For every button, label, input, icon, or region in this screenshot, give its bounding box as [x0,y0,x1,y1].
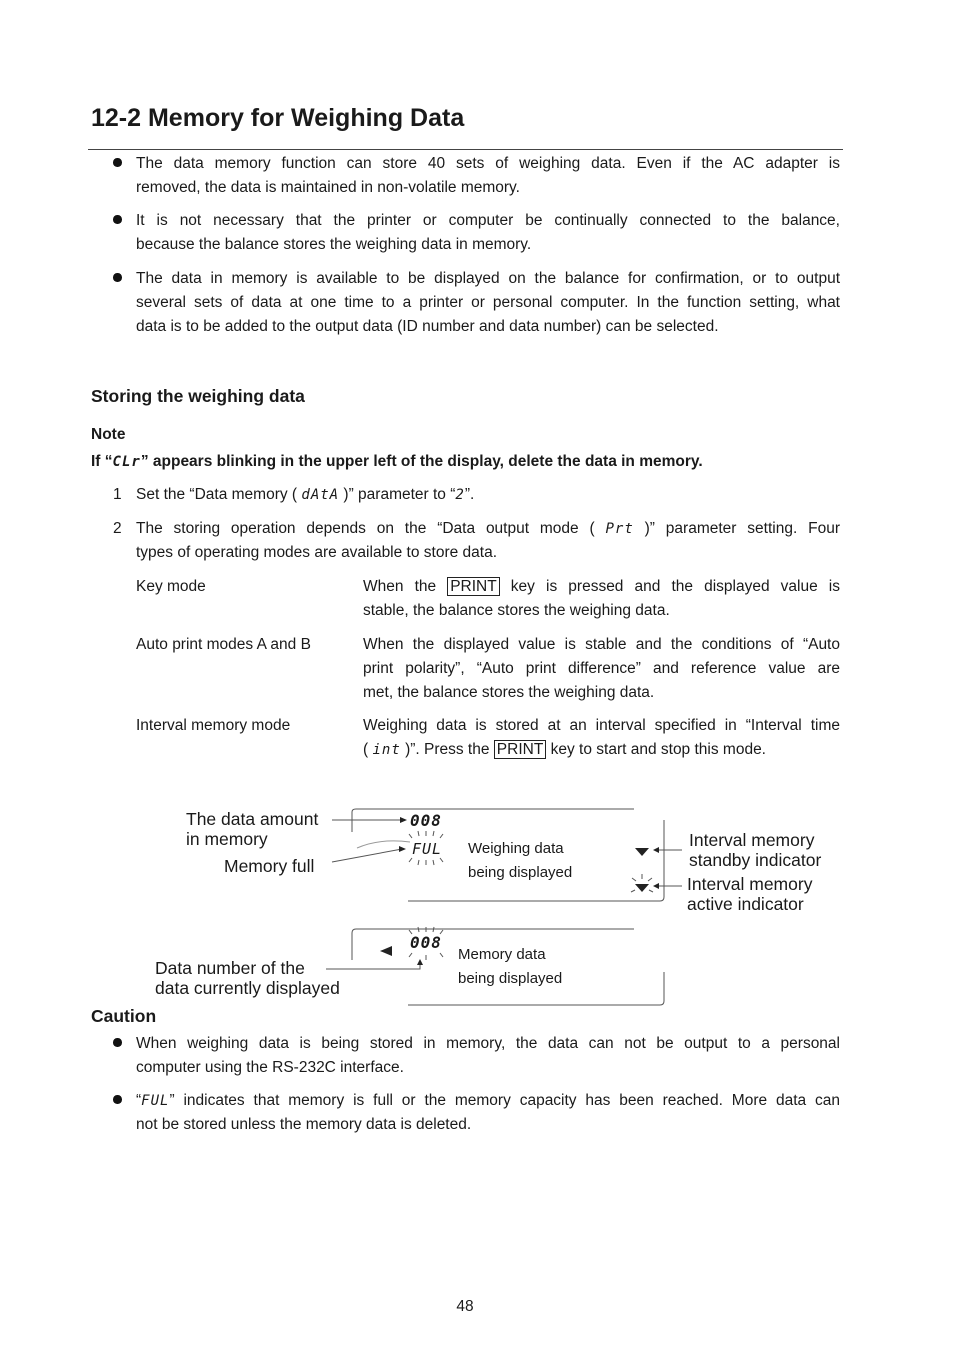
step1-pre: Set the “Data memory ( [136,486,302,503]
step2-post: )” parameter setting. Four [633,520,840,537]
text-line: Interval memory [689,830,815,850]
text-line: not be stored unless the memory data is deleted. [136,1116,472,1133]
text-line: active indicator [687,894,804,914]
text-line: being displayed [468,864,573,881]
text-fragment: ( [363,741,373,758]
text-line: met, the balance stores the weighing data. [363,684,655,701]
text-fragment: )”. Press the [400,741,494,758]
text-fragment: key is pressed and the displayed value is [499,578,840,595]
step-number: 2 [113,520,122,537]
step2-pre: The storing operation depends on the “Data output mode ( [136,520,606,537]
text-line [136,1089,840,1113]
seg-clr: CLr [112,454,141,470]
label-memory-displayed [458,943,562,991]
text-line: because the balance stores the weighing data in memory. [136,236,532,253]
text-fragment: “ [136,1092,142,1109]
caution-bullet-1 [136,1032,840,1080]
text-line: Interval memory [687,874,813,894]
seg-ful: FUL [412,840,443,858]
text-line: stable, the balance stores the weighing data. [363,602,670,619]
step1-mid: )” parameter to “ [339,486,456,503]
seg-data: dAtA [301,487,340,503]
label-data-amount [186,809,318,849]
text-line: several sets of data at one time to a printer or personal computer. In the function setting, what [136,294,840,311]
text-fragment: When the [363,578,448,595]
mode-name: Auto print modes A and B [136,636,311,653]
text-line: Weighing data is stored at an interval specified in “Interval time [363,717,840,734]
text-line: data currently displayed [155,978,340,998]
print-key: PRINT [494,740,547,759]
text-line: in memory [186,829,268,849]
text-line: The data amount [186,809,319,829]
label-memory-full: Memory full [224,856,315,876]
page-number: 48 [456,1298,474,1315]
storing-heading: Storing the weighing data [91,386,305,406]
label-data-number [155,958,340,998]
step1-post: ”. [464,486,475,503]
caution-heading: Caution [91,1006,157,1026]
text-line: standby indicator [689,850,822,870]
text-line: data is to be added to the output data (ID number and data number) can be selected. [136,318,719,335]
text-line: being displayed [458,970,563,987]
text-line: Weighing data [468,840,564,857]
label-standby-indicator [689,830,821,870]
bullet-dot [113,1095,122,1104]
bullet-dot [113,1038,122,1047]
seg-ful-inline: FUL [141,1093,170,1109]
text-line: removed, the data is maintained in non-volatile memory. [136,179,520,196]
text-line: The data in memory is available to be displayed on the balance for confirmation, or to output [136,270,840,287]
seg-count-memory: 008 [410,933,442,952]
seg-count: 008 [410,811,442,830]
seg-prt: Prt [605,521,634,537]
note-label: Note [91,426,126,443]
text-fragment: ” indicates that memory is full or the memory capacity has been reached. More data can [169,1092,840,1109]
text-line: computer using the RS-232C interface. [136,1059,404,1076]
print-key: PRINT [447,577,500,596]
mode-name: Key mode [136,578,206,595]
seg-two: 2 [455,487,465,503]
text-line: The data memory function can store 40 sets of weighing data. Even if the AC adapter is [136,155,840,172]
text-fragment: key to start and stop this mode. [546,741,766,758]
label-active-indicator [687,874,812,914]
label-weighing-displayed [468,837,572,885]
section-title: 12-2 Memory for Weighing Data [91,104,465,132]
note-pre: If “ [91,453,113,470]
note-post: ” appears blinking in the upper left of the display, delete the data in memory. [140,453,703,470]
mode-name: Interval memory mode [136,717,291,734]
text-line: When the displayed value is stable and the conditions of “Auto [363,636,840,653]
text-line: types of operating modes are available to store data. [136,544,498,561]
text-line: It is not necessary that the printer or computer be continually connected to the balance, [136,212,840,229]
seg-int: int [372,742,401,758]
caution-bullet-2 [136,1089,840,1137]
text-line: Data number of the [155,958,305,978]
step-number: 1 [113,486,122,503]
text-line: Memory data [458,946,546,963]
text-line: print polarity”, “Auto print difference” and reference value are [363,660,840,677]
text-line: When weighing data is being stored in memory, the data can not be output to a personal [136,1035,840,1052]
